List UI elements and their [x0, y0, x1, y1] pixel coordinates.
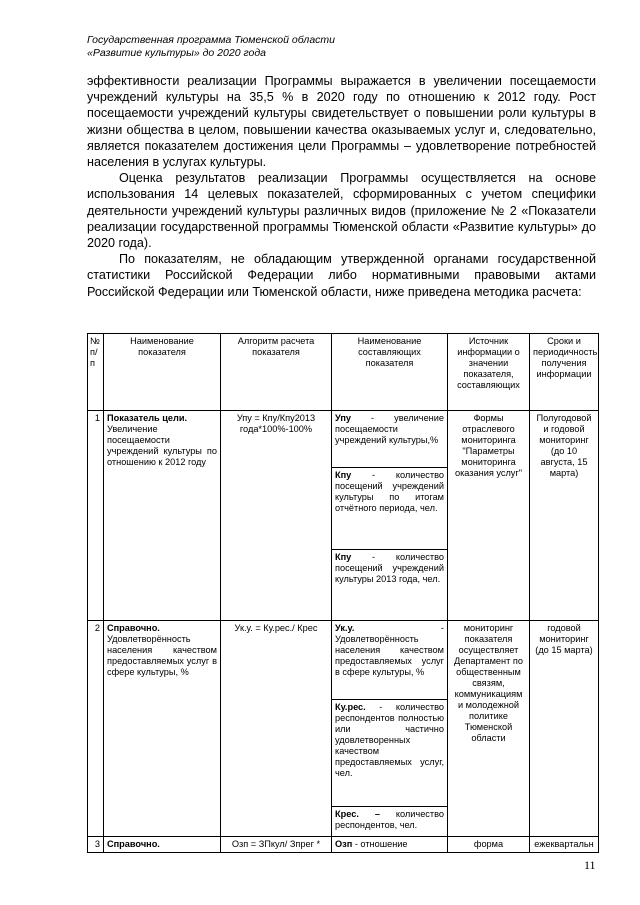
row-number: 3 — [88, 837, 104, 853]
header-algorithm: Алгоритм расчета показателя — [221, 334, 332, 411]
info-source: форма — [448, 837, 530, 853]
header-source: Источник информации о значении показателя, составляющих — [448, 334, 530, 411]
algorithm-formula: Ук.у. = Ку.рес./ Крес — [221, 621, 332, 837]
row-number: 2 — [88, 621, 104, 837]
header-line-2: «Развитие культуры» до 2020 года — [87, 47, 266, 59]
component-desc: - количество посещений учреждений культуры 2013 года, чел. — [335, 552, 444, 584]
table-row — [88, 837, 599, 853]
indicator-name-bold: Справочно. — [107, 839, 160, 849]
component-cell — [332, 621, 448, 700]
info-terms: годовой мониторинг (до 15 марта) — [530, 621, 599, 837]
algorithm-formula: Озп = ЗПкул/ Зпрег * — [221, 837, 332, 853]
component-cell — [332, 411, 448, 468]
info-source: Формы отраслевого мониторинга "Параметры мониторинга оказания услуг" — [448, 411, 530, 621]
table-header-row — [88, 334, 599, 411]
header-line-1: Государственная программа Тюменской области — [87, 34, 335, 46]
document-header — [87, 34, 587, 60]
indicator-name — [104, 621, 221, 837]
paragraph-3: По показателям, не обладающим утвержденной органами государственной статистики Российской Федерации либо нормативными правовыми актами Российской Федерации или Тюменской области, ниже приведена методика расчета: — [87, 252, 596, 299]
header-name: Наименование показателя — [104, 334, 221, 411]
paragraph-1: эффективности реализации Программы выражается в увеличении посещаемости учреждений культуры на 35,5 % в 2020 году по отношению к 2012 году. Рост посещаемости учреждений культуры свидетельствует о повышении роли культуры в жизни общества в целом, повышении качества оказываемых услуг и, следовательно, является показателем достижения цели Программы – удовлетворение потребностей населения в услугах культуры. — [87, 74, 596, 170]
component-cell — [332, 550, 448, 621]
header-components: Наименование составляющих показателя — [332, 334, 448, 411]
table-row — [88, 621, 599, 700]
component-term: Упу — [335, 413, 352, 423]
header-terms: Сроки и периодичность получения информации — [530, 334, 599, 411]
component-desc: количество респондентов, чел. — [335, 809, 444, 830]
component-cell — [332, 700, 448, 807]
algorithm-formula: Упу = Кпу/Кпу2013 года*100%-100% — [221, 411, 332, 621]
component-term: Ку.рес. — [335, 702, 366, 712]
component-desc: - количество респондентов полностью или частично удовлетворенных качеством предоставляемых услуг, чел. — [335, 702, 444, 778]
indicator-name-bold: Справочно. — [107, 623, 160, 633]
page-number: 11 — [584, 858, 596, 872]
body-text — [87, 73, 596, 300]
info-source: мониторинг показателя осуществляет Департамент по общественным связям, коммуникациям и молодежной политике Тюменской области — [448, 621, 530, 837]
component-desc: - увеличение посещаемости учреждений культуры,% — [335, 413, 444, 445]
info-terms: ежеквартальн — [530, 837, 599, 853]
methodology-table — [87, 333, 599, 853]
component-term: Озп — [335, 839, 353, 849]
indicator-name-bold: Показатель цели. — [107, 413, 188, 423]
indicator-name-text: Увеличение посещаемости учреждений культуры по отношению к 2012 году — [107, 424, 217, 467]
info-terms: Полугодовой и годовой мониторинг (до 10 августа, 15 марта) — [530, 411, 599, 621]
row-number: 1 — [88, 411, 104, 621]
component-desc: - количество посещений учреждений культуры по итогам отчётного периода, чел. — [335, 470, 444, 513]
paragraph-2: Оценка результатов реализации Программы осуществляется на основе использования 14 целевых показателей, сформированных с учетом специфики деятельности учреждений культуры различных видов (приложение № 2 «Показатели реализации государственной программы Тюменской области «Развитие культуры» до 2020 года). — [87, 171, 596, 251]
component-cell — [332, 807, 448, 837]
indicator-name — [104, 411, 221, 621]
component-term: Кпу — [335, 470, 352, 480]
component-term: Ук.у. — [335, 623, 355, 633]
component-term: Крес. – — [335, 809, 380, 819]
component-cell — [332, 468, 448, 550]
component-desc: - Удовлетворённость населения качеством предоставляемых услуг в сфере культуры, % — [335, 623, 444, 677]
indicator-name — [104, 837, 221, 853]
table-row — [88, 411, 599, 468]
header-num: № п/п — [88, 334, 104, 411]
indicator-name-text: Удовлетворённость населения качеством предоставляемых услуг в сфере культуры, % — [107, 634, 217, 677]
component-cell — [332, 837, 448, 853]
component-desc: - отношение — [352, 839, 408, 849]
component-term: Кпу — [335, 552, 352, 562]
